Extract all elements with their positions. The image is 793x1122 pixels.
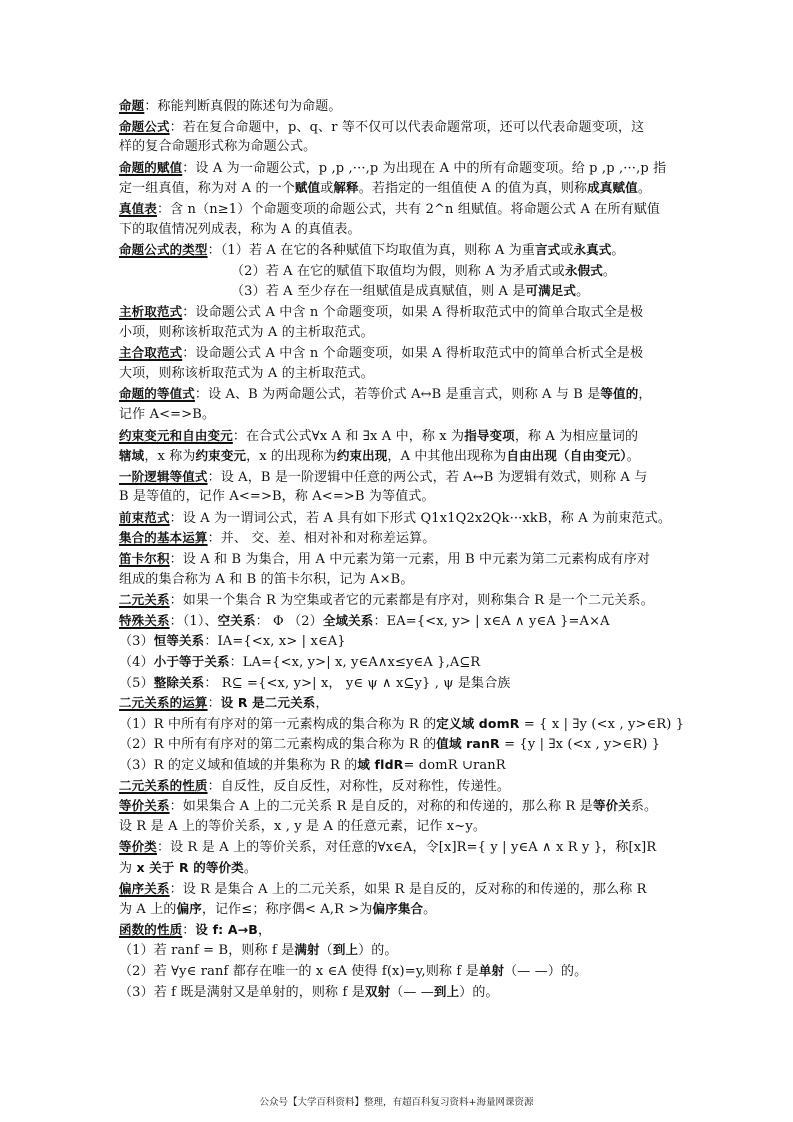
term-separator: ：: [207, 778, 221, 794]
text-line: [119, 281, 677, 302]
bold-keyword: 小于等于关系: [153, 654, 230, 670]
line-text: （: [319, 943, 333, 959]
bold-keyword: 约束变元: [195, 448, 247, 464]
bold-keyword: 偏序集合: [372, 901, 424, 917]
line-text: （3）若 f 既是满射又是单射的，则称 f 是: [119, 984, 365, 1000]
text-line: [119, 940, 677, 961]
line-text: 设 A 为一命题公式，p ,p ,···,p 为出现在 A 中的所有命题变项。给 p ,p ,···,p 指: [195, 160, 667, 176]
text-line: [119, 673, 677, 694]
text-line: [119, 693, 677, 714]
line-text: 设命题公式 A 中含 n 个命题变项，如果 A 得析取范式中的简单合析式全是极: [195, 346, 644, 362]
text-line: [119, 117, 677, 138]
text-line: [119, 961, 677, 982]
definition-term: 函数的性质: [119, 921, 183, 937]
line-text: 为: [119, 860, 137, 876]
line-text: （1）若 A 在它的各种赋值下均取值为真，则称 A 为重: [220, 243, 535, 259]
text-line: [119, 755, 677, 776]
line-text: ，A 中其他出现称为: [387, 449, 507, 465]
text-line: [119, 199, 677, 220]
definition-term: 等价关系: [119, 798, 170, 814]
bold-keyword: 等价关: [592, 798, 631, 814]
term-separator: ：: [182, 304, 196, 320]
text-line: [119, 220, 677, 241]
bold-keyword: 约束出现: [336, 448, 388, 464]
definition-term: 命题: [119, 98, 145, 113]
text-line: [119, 631, 677, 652]
term-separator: ：: [207, 469, 221, 485]
line-text: 设 R 是 A 上的等价关系，对任意的∀x∈A，令[x]R={ y | y∈A ∧ x R y }，称[x]R: [170, 840, 657, 856]
line-text: （2）若 ∀y∈ ranf 都存在唯一的 x ∈A 使得 f(x)=y,则称 f 是: [119, 963, 479, 979]
line-text: （5）: [119, 675, 154, 691]
line-text: （1）若 ranf = B，则称 f 是: [119, 943, 295, 959]
line-text: 若在复合命题中，p、q、r 等不仅可以代表命题常项，还可以代表命题变项，这: [182, 119, 645, 135]
bold-keyword: 定义域 domR: [436, 715, 520, 731]
bold-keyword: 指导变项: [464, 427, 515, 443]
line-text: 在合式公式∀x A 和 ∃x A 中，称 x 为: [246, 428, 465, 444]
text-line: [119, 364, 677, 385]
bold-keyword: 域 fldR: [357, 757, 404, 772]
line-text: 。: [637, 181, 651, 197]
text-line: [119, 261, 677, 282]
line-text: ）的。: [358, 943, 398, 959]
term-separator: ：: [169, 552, 183, 568]
bold-keyword: 自由出现（自由变元）: [506, 448, 627, 464]
line-text: 如果一个集合 R 为空集或者它的元素都是有序对，则称集合 R 是一个二元关系。: [182, 593, 654, 609]
line-text: ：EA={<x, y> | x∈A ∧ y∈A }=A×A: [373, 613, 610, 629]
bold-keyword: 到上: [433, 983, 460, 999]
line-text: 样的复合命题形式称为命题公式。: [119, 139, 317, 155]
line-text: ：LA={<x, y>| x, y∈A∧x≤y∈A },A⊆R: [229, 655, 481, 671]
text-line: [119, 837, 677, 858]
definition-term: 命题的赋值: [119, 159, 183, 175]
bold-keyword: 满射: [294, 942, 320, 958]
definition-term: 等价类: [119, 839, 157, 855]
bold-keyword: 解释: [333, 180, 359, 196]
bold-keyword: 双射: [364, 983, 391, 999]
definition-term: 前束范式: [119, 509, 170, 525]
text-line: [119, 487, 677, 508]
line-text: （— —: [390, 984, 434, 1000]
text-line: [119, 343, 677, 364]
text-line: [119, 96, 677, 117]
bold-keyword: 整除关系: [153, 674, 205, 690]
line-text: 设 A 为一谓词公式，若 A 具有如下形式 Q1x1Q2x2Qk···xkB，称 A 为前束范式。: [182, 510, 671, 526]
bold-keyword: 单射: [478, 962, 505, 978]
line-text: 系。: [630, 799, 658, 815]
page-footer: 公众号【大学百科资料】整理，有超百科复习资料+海量网课资源: [259, 1097, 534, 1108]
bold-keyword: 永假式: [564, 262, 603, 278]
definition-term: 偏序关系: [119, 880, 170, 896]
text-line: [119, 302, 677, 323]
line-text: 。: [423, 902, 437, 918]
line-text: 自反性，反自反性，对称性，反对称性，传递性。: [220, 778, 511, 794]
term-separator: ：: [182, 160, 196, 176]
line-text: 或: [320, 181, 334, 197]
text-line: [119, 384, 677, 405]
text-line: [119, 858, 677, 879]
text-line: [119, 920, 677, 941]
definition-term: 命题的等值式: [119, 386, 195, 402]
definition-term: 命题公式: [119, 118, 170, 134]
text-line: [119, 178, 677, 199]
term-separator: ：: [207, 243, 221, 259]
line-text: 。: [602, 263, 617, 279]
line-text: ，称 A 为相应量词的: [514, 428, 639, 444]
line-text: 设 A、B 为两命题公式，若等价式 A↔B 是重言式，则称 A 与 B 是: [208, 387, 601, 403]
bold-keyword: 到上: [332, 942, 359, 958]
line-text: （3）R 的定义域和值域的并集称为 R 的: [119, 758, 358, 773]
bold-keyword: 值域 ranR: [436, 736, 500, 752]
bold-keyword: x 关于 R 的等价类: [136, 859, 244, 875]
definition-term: 特殊关系: [119, 612, 170, 628]
line-text: ，x 称为: [144, 449, 196, 465]
definition-term: 主析取范式: [119, 303, 183, 319]
line-text: 小项，则称该析取范式为 A 的主析取范式。: [119, 324, 374, 340]
document-body: [119, 96, 685, 1002]
term-separator: ：: [194, 387, 209, 403]
bold-keyword: 设 R 是二元关系: [220, 695, 316, 711]
bold-keyword: 辖域: [119, 448, 145, 464]
text-line: [119, 611, 677, 632]
bold-keyword: 赋值: [294, 180, 321, 196]
term-separator: ：: [182, 922, 196, 938]
line-text: 。: [611, 243, 625, 259]
text-line: [119, 817, 677, 838]
term-separator: ：: [169, 799, 183, 815]
text-line: [119, 137, 677, 158]
line-text: 记作 A<=>B。: [119, 406, 216, 422]
line-text: 设 A，B 是一阶逻辑中任意的两公式，若 A↔B 为逻辑有效式，则称 A 与: [220, 469, 648, 485]
line-text: 。: [243, 860, 257, 876]
term-separator: ：: [156, 840, 171, 856]
bold-keyword: 恒等关系: [153, 633, 205, 649]
text-line: [119, 467, 677, 488]
line-text: （1）R 中所有有序对的第一元素构成的集合称为 R 的: [119, 716, 437, 732]
term-separator: ：: [169, 593, 183, 609]
text-line: [119, 734, 677, 755]
text-line: [119, 323, 677, 344]
term-separator: ：: [182, 346, 196, 362]
text-line: [119, 652, 677, 673]
bold-keyword: 空关系: [217, 612, 256, 628]
text-line: [119, 982, 677, 1003]
line-text: 如果集合 A 上的二元关系 R 是自反的，对称的和传递的，那么称 R 是: [182, 799, 593, 815]
definition-term: 二元关系的运算: [119, 695, 208, 711]
text-line: [119, 508, 677, 529]
line-text: ，记作≤；称序偶< A,R >为: [201, 902, 373, 918]
line-text: （1）、: [182, 613, 218, 629]
text-line: [119, 796, 677, 817]
bold-keyword: 永真式: [573, 242, 612, 258]
definition-term: 主合取范式: [119, 345, 183, 361]
term-separator: ：: [207, 696, 221, 712]
line-text: 定一组真值，称为对 A 的一个: [119, 181, 295, 197]
bold-keyword: 成真赋值: [587, 180, 638, 196]
bold-keyword: 设 f: A→B: [195, 921, 258, 937]
text-line: [119, 549, 677, 570]
line-text: 含 n（n≥1）个命题变项的命题公式，共有 2^n 组赋值。将命题公式 A 在所有赋值: [170, 201, 661, 217]
line-text: 。: [576, 284, 590, 300]
line-text: 设 R 是 A 上的等价关系，x , y 是 A 的任意元素，记作 x~y。: [119, 818, 486, 834]
term-separator: ：: [169, 613, 183, 629]
definition-term: 集合的基本运算: [119, 530, 208, 546]
line-text: = domR ∪ranR: [403, 758, 506, 773]
line-text: ，: [315, 696, 329, 712]
line-text: （2）若 A 在它的赋值下取值均为假，则称 A 为矛盾式或: [231, 263, 565, 279]
term-separator: ：: [207, 531, 221, 547]
line-text: （3）: [119, 634, 154, 650]
text-line: [119, 776, 677, 797]
line-text: ，x 的出现称为: [246, 449, 337, 465]
line-text: 设 R 是集合 A 上的二元关系，如果 R 是自反的，反对称的和传递的，那么称 R: [182, 881, 647, 897]
term-separator: ：: [232, 428, 247, 444]
line-text: B 是等值的，记作 A<=>B，称 A<=>B 为等值式。: [119, 489, 435, 505]
line-text: ： Φ （2）: [255, 613, 323, 629]
text-line: [119, 426, 677, 447]
line-text: 称能判断真假的陈述句为命题。: [157, 99, 342, 114]
text-line: [119, 879, 677, 900]
term-separator: ：: [169, 119, 183, 135]
definition-term: 命题公式的类型: [119, 242, 208, 258]
term-separator: ：: [144, 99, 158, 114]
line-text: 并、 交、差、相对补和对称差运算。: [220, 531, 436, 547]
line-text: 为 A 上的: [119, 902, 177, 918]
line-text: = { x | ∃y (<x , y>∈R) }: [519, 716, 685, 732]
line-text: 设 A 和 B 为集合，用 A 中元素为第一元素，用 B 中元素为第二元素构成有序对: [182, 552, 651, 568]
definition-term: 笛卡尔积: [119, 551, 170, 567]
definition-term: 二元关系: [119, 592, 170, 608]
bold-keyword: 全域关系: [322, 612, 374, 628]
term-separator: ：: [169, 510, 183, 526]
definition-term: 一阶逻辑等值式: [119, 468, 208, 484]
line-text: 设命题公式 A 中含 n 个命题变项，如果 A 得析取范式中的简单合取式全是极: [195, 304, 644, 320]
line-text: ： R⊆ ={<x, y>| x， y∈ ψ ∧ x⊆y} , ψ 是集合族: [204, 675, 511, 691]
line-text: 或: [560, 243, 574, 259]
line-text: 组成的集合称为 A 和 B 的笛卡尔积，记为 A×B。: [119, 571, 414, 587]
line-text: （— —）的。: [504, 963, 588, 979]
definition-term: 二元关系的性质: [119, 777, 208, 793]
line-text: = {y | ∃x (<x , y>∈R) }: [499, 737, 661, 753]
text-line: [119, 240, 677, 261]
line-text: （3）若 A 至少存在一组赋值是成真赋值，则 A 是: [231, 284, 526, 300]
text-line: [119, 714, 685, 735]
text-line: [119, 899, 677, 920]
bold-keyword: 偏序: [176, 901, 202, 917]
line-text: 。: [626, 449, 640, 465]
definition-term: 约束变元和自由变元: [119, 427, 233, 443]
line-text: 。若指定的一组值使 A 的值为真，则称: [358, 181, 588, 197]
text-line: [119, 590, 677, 611]
line-text: ，: [257, 922, 272, 938]
term-separator: ：: [156, 201, 171, 217]
term-separator: ：: [169, 881, 183, 897]
line-text: 下的取值情况列成表，称为 A 的真值表。: [119, 221, 361, 237]
bold-keyword: 言式: [535, 242, 561, 258]
bold-keyword: 等值的: [600, 386, 639, 402]
definition-term: 真值表: [119, 200, 157, 216]
line-text: （4）: [119, 655, 154, 671]
line-text: ：IA={<x, x> | x∈A}: [204, 634, 346, 650]
text-line: [119, 528, 677, 549]
bold-keyword: 可满足式: [525, 283, 577, 299]
line-text: ，: [638, 387, 652, 403]
text-line: [119, 158, 677, 179]
text-line: [119, 570, 677, 591]
line-text: ）的。: [459, 984, 499, 1000]
line-text: （2）R 中所有有序对的第二元素构成的集合称为 R 的: [119, 737, 437, 753]
line-text: 大项，则称该析取范式为 A 的主析取范式。: [119, 365, 374, 381]
text-line: [119, 446, 677, 467]
text-line: [119, 405, 677, 426]
